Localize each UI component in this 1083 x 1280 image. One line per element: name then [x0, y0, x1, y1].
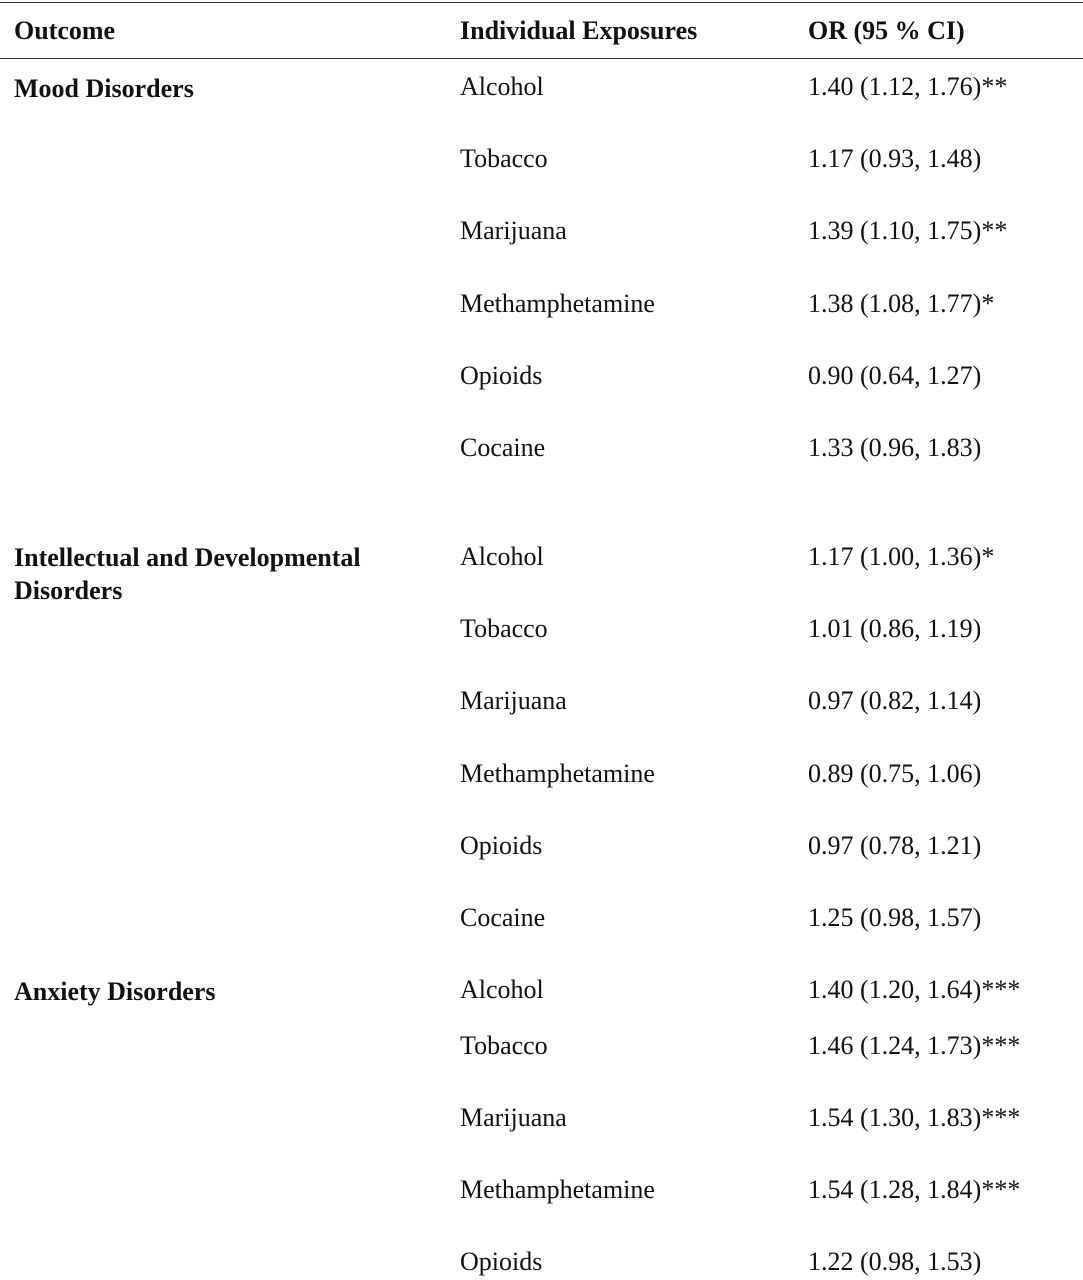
exposure-cell: Tobacco [460, 144, 548, 173]
header-individual-exposures: Individual Exposures [460, 16, 698, 45]
table-top-rule [0, 2, 1083, 3]
exposure-cell: Tobacco [460, 1031, 548, 1060]
odds-ratio-cell: 1.17 (1.00, 1.36)* [808, 542, 995, 571]
exposure-cell: Opioids [460, 361, 543, 390]
odds-ratio-cell: 1.40 (1.12, 1.76)** [808, 72, 1008, 101]
exposure-cell: Cocaine [460, 433, 546, 462]
odds-ratio-cell: 0.97 (0.82, 1.14) [808, 686, 982, 715]
odds-ratio-cell: 1.54 (1.28, 1.84)*** [808, 1175, 1021, 1204]
odds-ratio-cell: 1.22 (0.98, 1.53) [808, 1247, 982, 1276]
exposure-cell: Alcohol [460, 72, 544, 101]
exposure-cell: Alcohol [460, 975, 544, 1004]
odds-ratio-cell: 0.97 (0.78, 1.21) [808, 831, 982, 860]
exposure-cell: Opioids [460, 1247, 543, 1276]
odds-ratio-cell: 1.01 (0.86, 1.19) [808, 614, 982, 643]
exposure-cell: Marijuana [460, 686, 567, 715]
outcome-label: Anxiety Disorders [14, 977, 216, 1006]
outcome-label: Mood Disorders [14, 74, 194, 103]
odds-ratio-cell: 1.25 (0.98, 1.57) [808, 903, 982, 932]
exposure-cell: Methamphetamine [460, 759, 655, 788]
odds-ratio-cell: 1.40 (1.20, 1.64)*** [808, 975, 1021, 1004]
odds-ratio-cell: 1.39 (1.10, 1.75)** [808, 216, 1008, 245]
odds-ratio-cell: 1.33 (0.96, 1.83) [808, 433, 982, 462]
exposure-cell: Methamphetamine [460, 289, 655, 318]
exposure-cell: Methamphetamine [460, 1175, 655, 1204]
header-outcome: Outcome [14, 16, 116, 45]
exposure-cell: Alcohol [460, 542, 544, 571]
odds-ratio-cell: 0.90 (0.64, 1.27) [808, 361, 982, 390]
header-odds-ratio: OR (95 % CI) [808, 16, 965, 45]
odds-ratio-cell: 1.46 (1.24, 1.73)*** [808, 1031, 1021, 1060]
exposure-cell: Tobacco [460, 614, 548, 643]
exposure-cell: Cocaine [460, 903, 546, 932]
header-rule [0, 58, 1083, 59]
odds-ratio-cell: 1.38 (1.08, 1.77)* [808, 289, 995, 318]
exposure-cell: Marijuana [460, 1103, 567, 1132]
odds-ratio-cell: 1.17 (0.93, 1.48) [808, 144, 982, 173]
exposure-cell: Marijuana [460, 216, 567, 245]
odds-ratio-cell: 1.54 (1.30, 1.83)*** [808, 1103, 1021, 1132]
outcome-label: Intellectual and Developmental Disorders [14, 543, 361, 605]
odds-ratio-cell: 0.89 (0.75, 1.06) [808, 759, 982, 788]
exposure-cell: Opioids [460, 831, 543, 860]
